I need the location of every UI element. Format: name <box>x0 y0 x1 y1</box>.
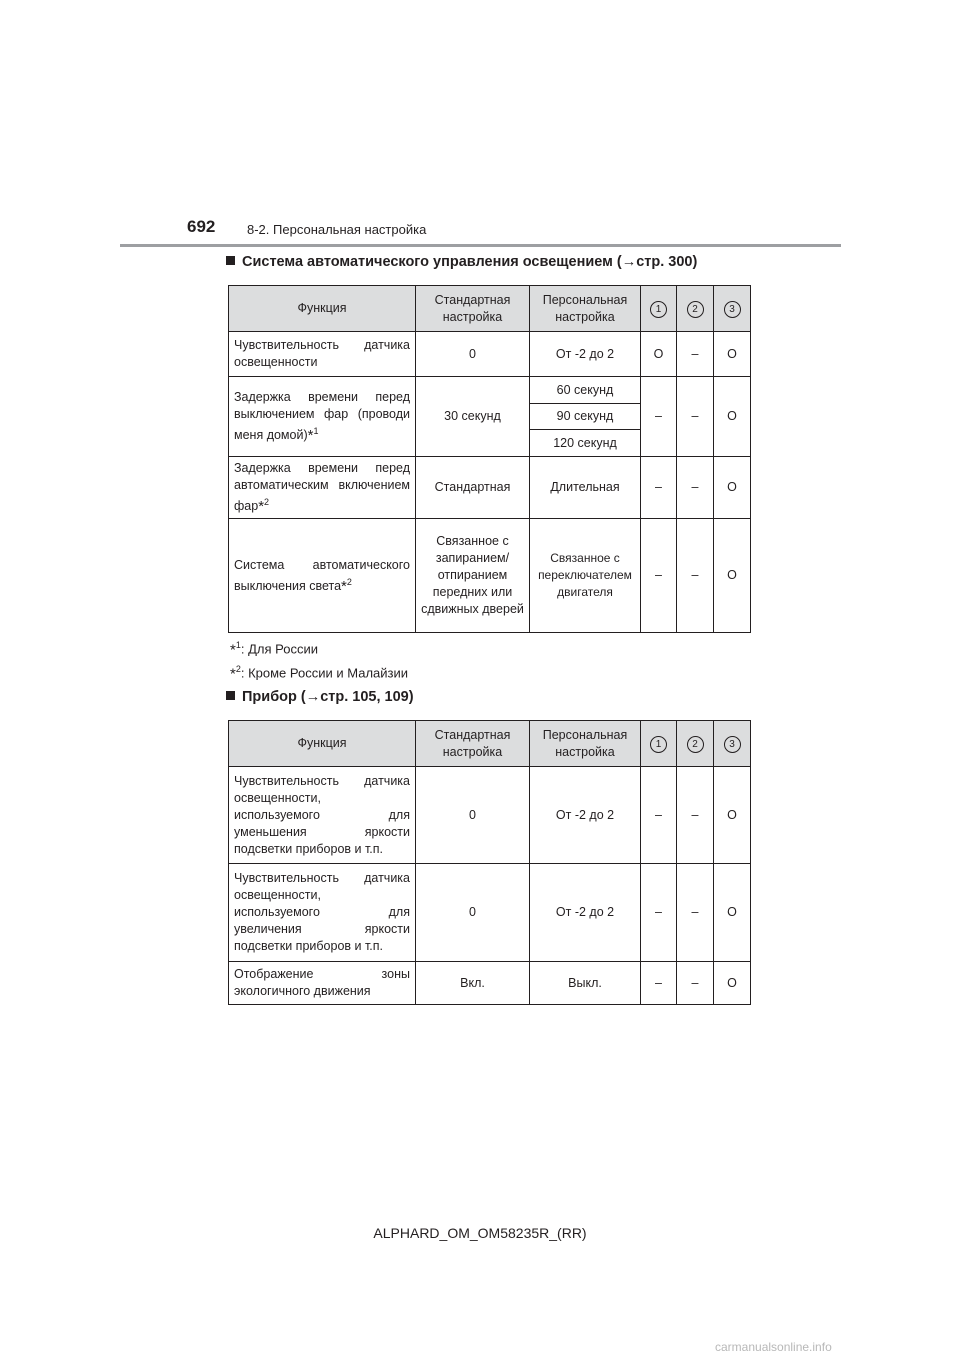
default-cell: Связанное с запиранием/ отпиранием передних или сдвижных дверей <box>416 519 530 633</box>
function-cell <box>229 519 416 633</box>
footnote-mark: * <box>258 498 265 516</box>
watermark[interactable]: carmanualsonline.info <box>715 1340 832 1354</box>
function-text: Задержка времени перед выключением фар (проводи меня домой) <box>234 389 410 443</box>
table-row <box>229 767 751 864</box>
footnote-mark: * <box>230 665 236 683</box>
header-custom: Персональная настройка <box>530 286 641 332</box>
c1-cell: – <box>641 864 677 962</box>
bullet-square-icon <box>226 256 235 265</box>
header-custom: Персональная настройка <box>530 721 641 767</box>
circle-2-icon: 2 <box>687 301 704 318</box>
c1-cell: – <box>641 767 677 864</box>
footnote-text: : Кроме России и Малайзии <box>240 665 408 681</box>
c2-cell: – <box>677 767 714 864</box>
header-function: Функция <box>229 286 416 332</box>
footnote-mark: * <box>341 577 347 595</box>
table-row <box>229 864 751 962</box>
footnote-2 <box>230 664 408 682</box>
c3-cell: O <box>714 767 751 864</box>
c2-cell: – <box>677 962 714 1005</box>
c1-cell: – <box>641 962 677 1005</box>
instrument-table <box>228 720 751 1005</box>
c3-cell: O <box>714 457 751 519</box>
circle-2-icon: 2 <box>687 736 704 753</box>
table-row <box>229 332 751 377</box>
c1-cell: – <box>641 377 677 457</box>
function-cell: Чувствительность датчика освещенности, используемого для увеличения яркости подсветки приборов и т.п. <box>229 864 416 962</box>
function-cell: Чувствительность датчика освещенности <box>229 332 416 377</box>
c1-cell: – <box>641 457 677 519</box>
footnote-number: 2 <box>235 664 241 674</box>
header-default: Стандартная настройка <box>416 286 530 332</box>
c1-cell: – <box>641 519 677 633</box>
table-row <box>229 519 751 633</box>
page-number: 692 <box>187 217 216 236</box>
footnote-number: 1 <box>313 425 319 436</box>
table-row <box>229 457 751 519</box>
default-cell: 0 <box>416 767 530 864</box>
circle-3-icon: 3 <box>724 736 741 753</box>
circle-1-icon: 1 <box>650 301 667 318</box>
c2-cell: – <box>677 332 714 377</box>
c2-cell: – <box>677 864 714 962</box>
heading-instrument-text: Прибор (→стр. 105, 109) <box>242 689 414 705</box>
custom-cell: От -2 до 2 <box>530 767 641 864</box>
footnote-number: 2 <box>346 576 352 587</box>
function-text: Система автоматического выключения света <box>234 557 410 593</box>
custom-cell: Выкл. <box>530 962 641 1005</box>
custom-cell: От -2 до 2 <box>530 864 641 962</box>
footnote-mark: * <box>307 427 314 445</box>
bullet-square-icon <box>226 691 235 700</box>
header-rule <box>120 244 841 247</box>
lighting-table <box>228 285 751 633</box>
footnote-text: : Для России <box>240 641 318 657</box>
c2-cell: – <box>677 519 714 633</box>
default-cell: Стандартная <box>416 457 530 519</box>
section-title: 8-2. Персональная настройка <box>247 222 427 237</box>
c2-cell: – <box>677 377 714 457</box>
heading-lighting-text: Система автоматического управления освещением (→стр. 300) <box>242 254 698 270</box>
footnote-1 <box>230 640 318 658</box>
c3-cell: O <box>714 962 751 1005</box>
function-cell <box>229 457 416 519</box>
custom-cell: 90 секунд <box>530 404 641 430</box>
header-function: Функция <box>229 721 416 767</box>
default-cell: 0 <box>416 332 530 377</box>
c2-cell: – <box>677 457 714 519</box>
custom-cell: От -2 до 2 <box>530 332 641 377</box>
custom-cell: Длительная <box>530 457 641 519</box>
function-text: Задержка времени перед автоматическим включением фар <box>234 461 410 514</box>
custom-cell: 120 секунд <box>530 430 641 457</box>
function-cell: Чувствительность датчика освещенности, используемого для уменьшения яркости подсветки приборов и т.п. <box>229 767 416 864</box>
heading-instrument <box>226 689 414 705</box>
custom-cell: 60 секунд <box>530 377 641 404</box>
footnote-number: 2 <box>264 497 270 507</box>
table-row <box>229 962 751 1005</box>
c1-cell: O <box>641 332 677 377</box>
default-cell: 0 <box>416 864 530 962</box>
c3-cell: O <box>714 332 751 377</box>
header-default: Стандартная настройка <box>416 721 530 767</box>
footer-code: ALPHARD_OM_OM58235R_(RR) <box>373 1225 587 1241</box>
default-cell: 30 секунд <box>416 377 530 457</box>
custom-cell: Связанное с переключателем двигателя <box>530 519 641 633</box>
footnote-number: 1 <box>235 640 241 650</box>
heading-lighting <box>226 254 697 270</box>
c3-cell: O <box>714 377 751 457</box>
table-row <box>229 377 751 404</box>
c3-cell: O <box>714 864 751 962</box>
circle-3-icon: 3 <box>724 301 741 318</box>
function-cell: Отображение зоны экологичного движения <box>229 962 416 1005</box>
default-cell: Вкл. <box>416 962 530 1005</box>
footnote-mark: * <box>230 641 236 659</box>
function-cell <box>229 377 416 457</box>
c3-cell: O <box>714 519 751 633</box>
circle-1-icon: 1 <box>650 736 667 753</box>
